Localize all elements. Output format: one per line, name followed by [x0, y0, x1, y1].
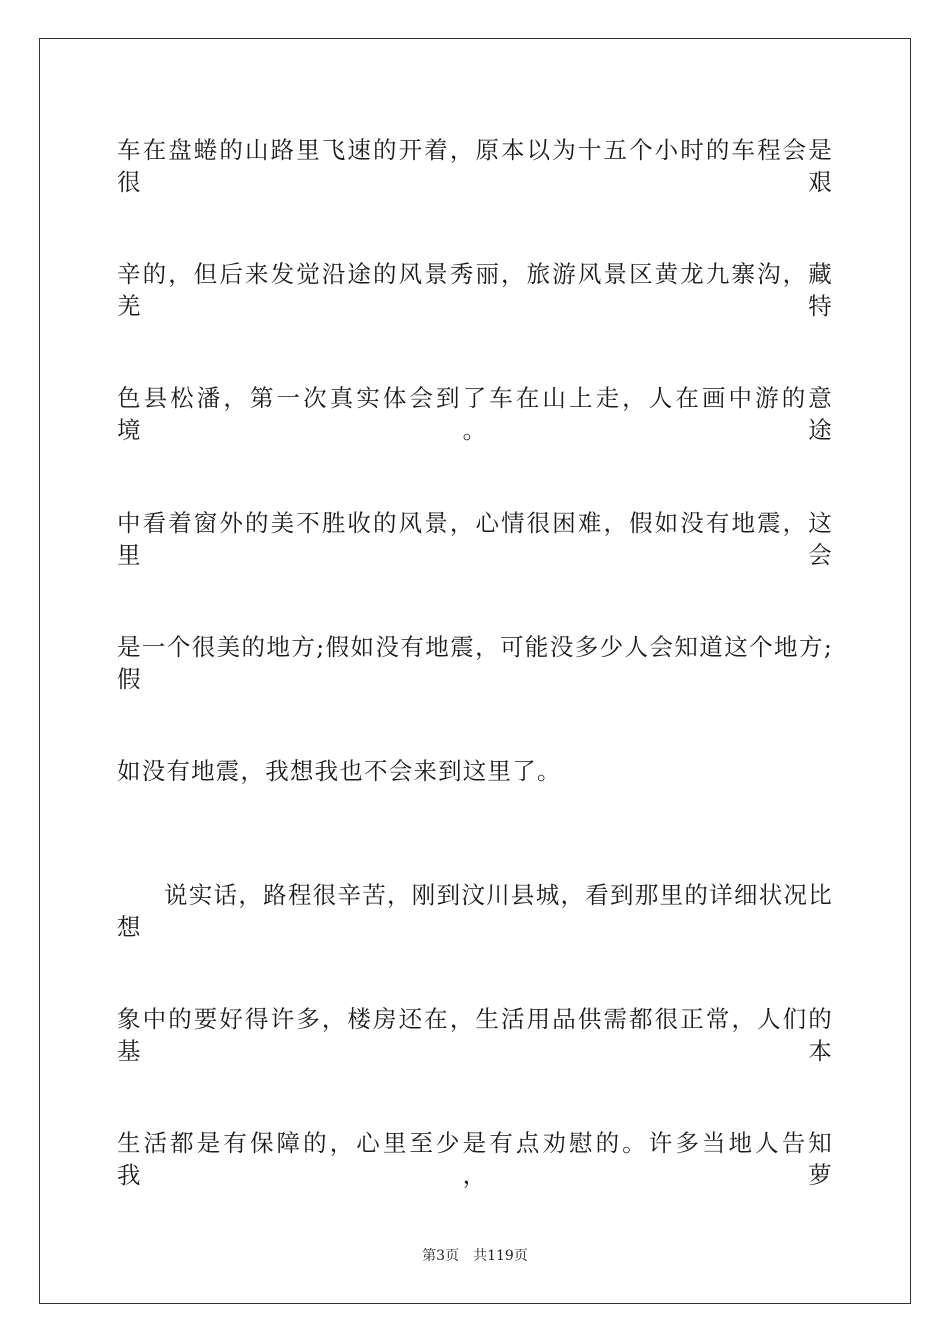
page-number: 第3页 — [422, 1248, 460, 1264]
paragraph-line-2: 辛的，但后来发觉沿途的风景秀丽，旅游风景区黄龙九寨沟，藏羌特 — [117, 260, 833, 320]
paragraph-line-3: 色县松潘，第一次真实体会到了车在山上走，人在画中游的意境。途 — [117, 384, 833, 444]
page-footer — [0, 1247, 950, 1265]
paragraph-line-9: 生活都是有保障的，心里至少是有点劝慰的。许多当地人告知我，萝 — [117, 1129, 833, 1189]
paragraph-line-6: 如没有地震，我想我也不会来到这里了。 — [117, 757, 562, 785]
paragraph-line-7: 说实话，路程很辛苦，刚到汶川县城，看到那里的详细状况比想 — [117, 881, 833, 941]
page-total: 共119页 — [473, 1248, 528, 1264]
paragraph-line-1: 车在盘蜷的山路里飞速的开着，原本以为十五个小时的车程会是很艰 — [117, 136, 833, 196]
paragraph-line-4: 中看着窗外的美不胜收的风景，心情很困难，假如没有地震，这里会 — [117, 509, 833, 569]
paragraph-line-8: 象中的要好得许多，楼房还在，生活用品供需都很正常，人们的基本 — [117, 1005, 833, 1065]
paragraph-line-5: 是一个很美的地方;假如没有地震，可能没多少人会知道这个地方;假 — [117, 633, 833, 693]
